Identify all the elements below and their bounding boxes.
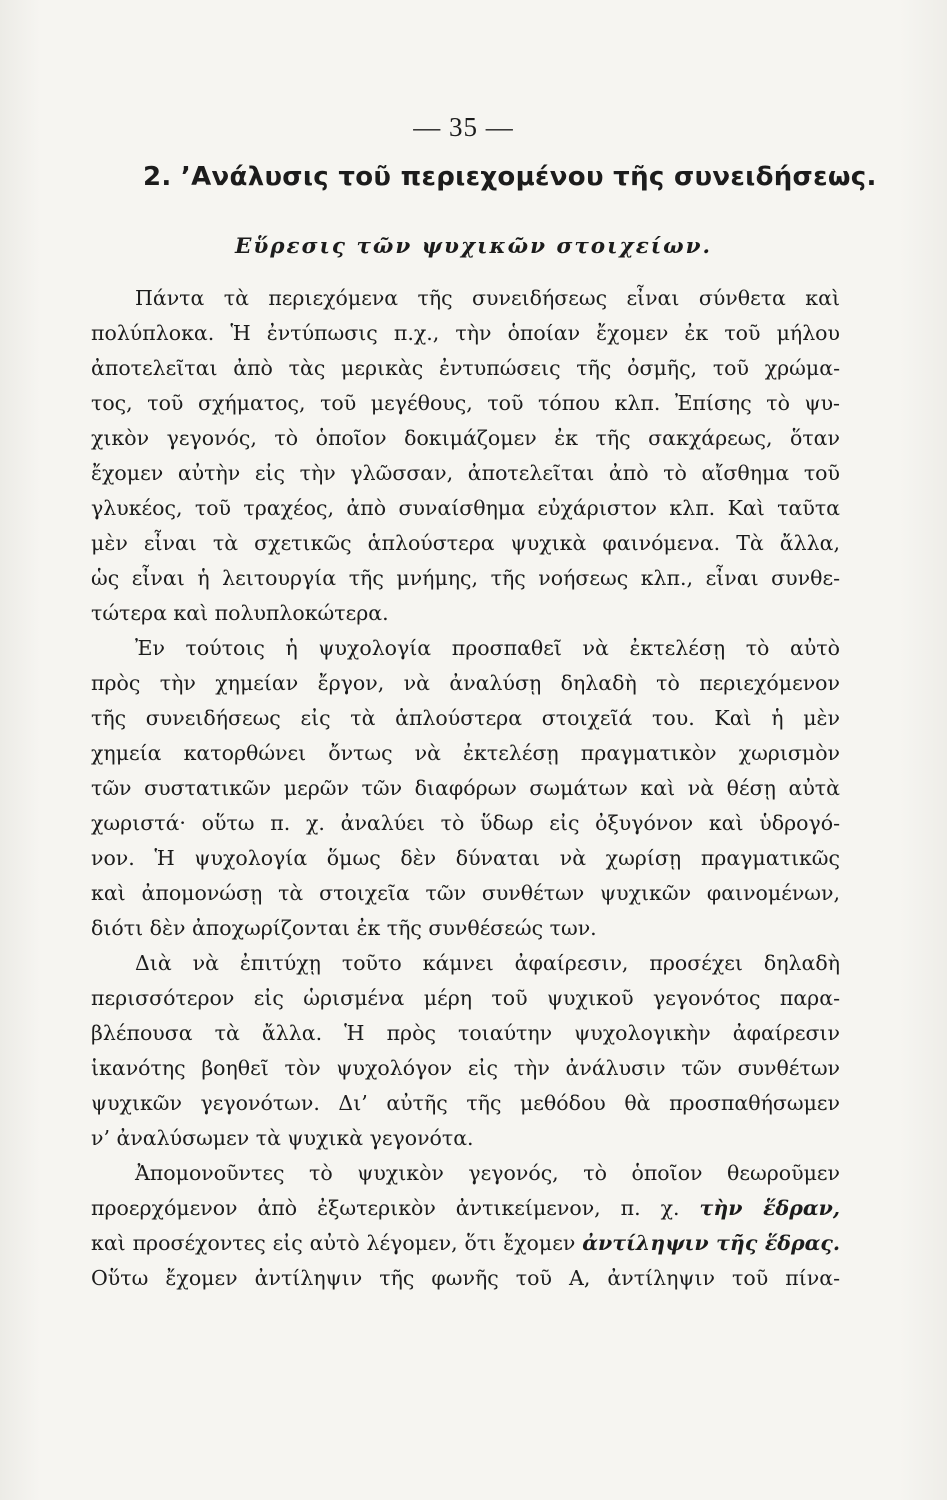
- text-line: Ἐν τούτοις ἡ ψυχολογία προσπαθεῖ νὰ ἐκτελέσῃ τὸ αὐτὸ: [135, 636, 840, 660]
- text-line: Διὰ νὰ ἐπιτύχῃ τοῦτο κάμνει ἀφαίρεσιν, προσέχει δηλαδὴ: [135, 951, 840, 975]
- text-line: ἱκανότης βοηθεῖ τὸν ψυχολόγον εἰς τὴν ἀνάλυσιν τῶν συνθέτων: [91, 1056, 840, 1080]
- text-line: πρὸς τὴν χημείαν ἔργον, νὰ ἀναλύσῃ δηλαδὴ τὸ περιεχόμενον: [91, 671, 840, 695]
- text-run: προερχόμενον ἀπὸ ἐξωτερικὸν ἀντικείμενον, π. χ.: [91, 1196, 680, 1220]
- text-run: καὶ προσέχοντες εἰς αὐτὸ λέγομεν, ὅτι ἔχομεν: [91, 1231, 576, 1255]
- text-line: [91, 1226, 840, 1261]
- text-line: τος, τοῦ σχήματος, τοῦ μεγέθους, τοῦ τόπου κλπ. Ἐπίσης τὸ ψυ-: [91, 391, 840, 415]
- emphasis-text: ἀντίληψιν τῆς ἕδρας.: [582, 1231, 840, 1255]
- text-line: τώτερα καὶ πολυπλοκώτερα.: [91, 601, 389, 625]
- text-line: πολύπλοκα. Ἡ ἐντύπωσις π.χ., τὴν ὁποίαν ἔχομεν ἐκ τοῦ μήλου: [91, 321, 840, 345]
- text-line: χικὸν γεγονός, τὸ ὁποῖον δοκιμάζομεν ἐκ τῆς σακχάρεως, ὅταν: [91, 426, 840, 450]
- paragraph-3: [91, 946, 840, 1156]
- text-line: Ἀπομονοῦντες τὸ ψυχικὸν γεγονός, τὸ ὁποῖον θεωροῦμεν: [135, 1161, 840, 1185]
- text-line: Πάντα τὰ περιεχόμενα τῆς συνειδήσεως εἶναι σύνθετα καὶ: [135, 286, 840, 310]
- text-line: χημεία κατορθώνει ὄντως νὰ ἐκτελέσῃ πραγματικὸν χωρισμὸν: [91, 741, 840, 765]
- paragraph-2: [91, 631, 840, 946]
- text-line: ὡς εἶναι ἡ λειτουργία τῆς μνήμης, τῆς νοήσεως κλπ., εἶναι συνθε-: [91, 566, 840, 590]
- text-line: χωριστά· οὕτω π. χ. ἀναλύει τὸ ὕδωρ εἰς ὀξυγόνον καὶ ὑδρογό-: [91, 811, 840, 835]
- body-text: [91, 281, 840, 1296]
- text-line: διότι δὲν ἀποχωρίζονται ἐκ τῆς συνθέσεώς των.: [91, 916, 597, 940]
- emphasis-text: τὴν ἕδραν,: [699, 1196, 840, 1220]
- text-line: ἔχομεν αὐτὴν εἰς τὴν γλῶσσαν, ἀποτελεῖται ἀπὸ τὸ αἴσθημα τοῦ: [91, 461, 840, 485]
- page-number: — 35 —: [413, 112, 514, 142]
- text-line: ἀποτελεῖται ἀπὸ τὰς μερικὰς ἐντυπώσεις τῆς ὀσμῆς, τοῦ χρώμα-: [91, 356, 840, 380]
- text-line: τῶν συστατικῶν μερῶν τῶν διαφόρων σωμάτων καὶ νὰ θέσῃ αὐτὰ: [91, 776, 840, 800]
- text-line: νον. Ἡ ψυχολογία ὅμως δὲν δύναται νὰ χωρίσῃ πραγματικῶς: [91, 846, 840, 870]
- paragraph-1: [91, 281, 840, 631]
- text-line: περισσότερον εἰς ὡρισμένα μέρη τοῦ ψυχικοῦ γεγονότος παρα-: [91, 986, 840, 1010]
- text-line: καὶ ἀπομονώσῃ τὰ στοιχεῖα τῶν συνθέτων ψυχικῶν φαινομένων,: [91, 881, 840, 905]
- text-line: τῆς συνειδήσεως εἰς τὰ ἁπλούστερα στοιχεῖά του. Καὶ ἡ μὲν: [91, 706, 840, 730]
- paragraph-4: [91, 1156, 840, 1296]
- text-line: γλυκέος, τοῦ τραχέος, ἀπὸ συναίσθημα εὐχάριστον κλπ. Καὶ ταῦτα: [91, 496, 840, 520]
- text-line: μὲν εἶναι τὰ σχετικῶς ἁπλούστερα ψυχικὰ φαινόμενα. Τὰ ἄλλα,: [91, 531, 840, 555]
- section-title: 2. ’Ανάλυσις τοῦ περιεχομένου τῆς συνειδήσεως.: [143, 162, 877, 192]
- text-line: ν’ ἀναλύσωμεν τὰ ψυχικὰ γεγονότα.: [91, 1126, 474, 1150]
- text-line: ψυχικῶν γεγονότων. Δι’ αὐτῆς τῆς μεθόδου θὰ προσπαθήσωμεν: [91, 1091, 840, 1115]
- text-line: [91, 1191, 840, 1226]
- text-line: βλέπουσα τὰ ἄλλα. Ἡ πρὸς τοιαύτην ψυχολογικὴν ἀφαίρεσιν: [91, 1021, 840, 1045]
- text-line: Οὕτω ἔχομεν ἀντίληψιν τῆς φωνῆς τοῦ Α, ἀντίληψιν τοῦ πίνα-: [91, 1266, 840, 1290]
- subtitle: Εὕρεσις τῶν ψυχικῶν στοιχείων.: [234, 234, 713, 259]
